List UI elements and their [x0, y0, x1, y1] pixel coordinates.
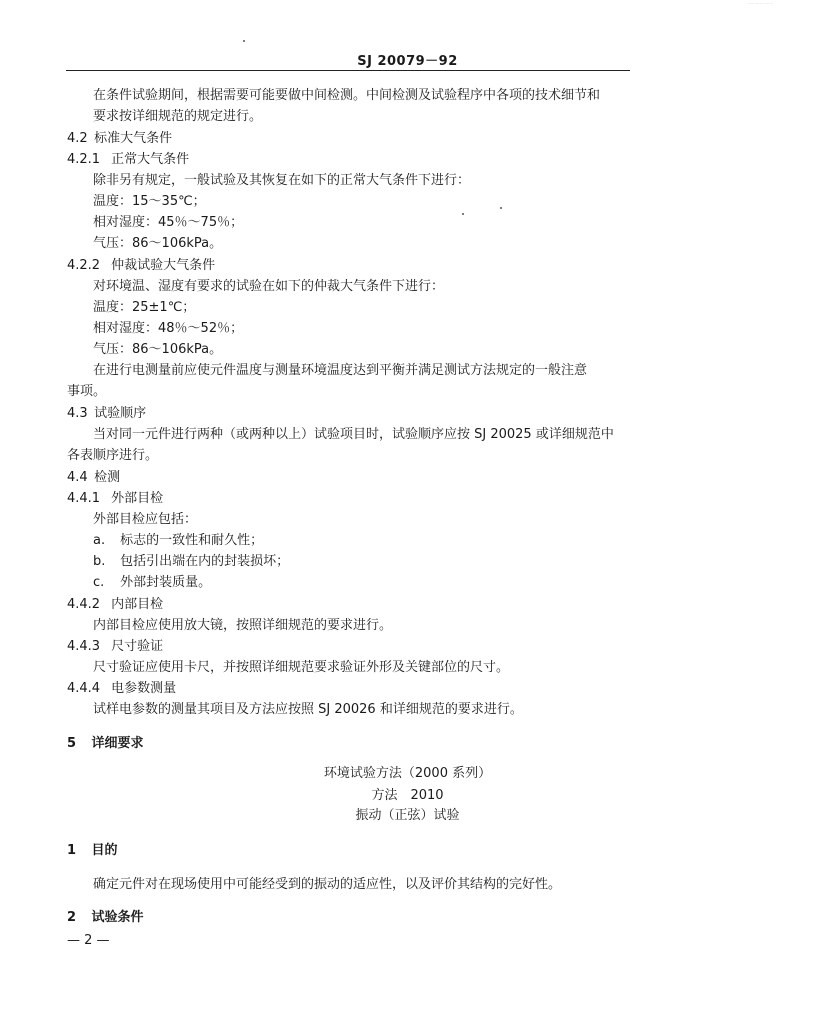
section-number: 4.4.1 — [67, 491, 101, 506]
page-number: — 2 — — [67, 933, 110, 948]
condition-pressure: 气压：86～106kPa。 — [93, 236, 223, 251]
section-heading-4-3 — [67, 406, 146, 422]
section-number: 2 — [67, 910, 77, 925]
section-title: 目的 — [91, 843, 118, 858]
scan-speck — [462, 213, 464, 215]
method-heading-1 — [67, 843, 118, 859]
section-heading-4-2-2 — [67, 258, 215, 274]
paragraph-line: 除非另有规定，一般试验及其恢复在如下的正常大气条件下进行： — [93, 173, 471, 188]
paragraph-line: 要求按详细规范的规定进行。 — [93, 109, 263, 124]
list-marker: c. — [93, 575, 105, 590]
section-number: 4.4.4 — [67, 681, 101, 696]
section-title: 试验顺序 — [94, 406, 147, 421]
section-heading-4-4-4 — [67, 681, 176, 697]
condition-temperature: 温度：25±1℃； — [93, 300, 196, 315]
section-title: 试验条件 — [91, 910, 144, 925]
section-title: 详细要求 — [91, 736, 144, 751]
list-text: 包括引出端在内的封装损坏； — [120, 554, 290, 569]
list-text: 外部封装质量。 — [120, 575, 212, 590]
section-title: 标准大气条件 — [94, 131, 173, 146]
paragraph-line: 试样电参数的测量其项目及方法应按照 SJ 20026 和详细规范的要求进行。 — [93, 702, 523, 717]
section-heading-4-4-1 — [67, 491, 163, 507]
section-heading-4-4-3 — [67, 639, 163, 655]
condition-pressure: 气压：86～106kPa。 — [93, 342, 223, 357]
section-heading-4-4-2 — [67, 597, 163, 613]
section-title: 外部目检 — [111, 491, 164, 506]
section-heading-4-4 — [67, 470, 120, 486]
paragraph-line: 对环境温、湿度有要求的试验在如下的仲裁大气条件下进行： — [93, 279, 445, 294]
section-number: 4.4.3 — [67, 639, 101, 654]
paragraph-line: 在条件试验期间，根据需要可能要做中间检测。中间检测及试验程序中各项的技术细节和 — [93, 88, 601, 103]
condition-temperature: 温度：15～35℃； — [93, 194, 206, 209]
paragraph-line: 尺寸验证应使用卡尺，并按照详细规范要求验证外形及关键部位的尺寸。 — [93, 660, 510, 675]
list-item — [93, 533, 263, 549]
paragraph-line: 在进行电测量前应使元件温度与测量环境温度达到平衡并满足测试方法规定的一般注意 — [93, 363, 588, 378]
section-title: 电参数测量 — [111, 681, 177, 696]
condition-humidity: 相对湿度：45％～75％； — [93, 215, 244, 230]
scan-speck — [500, 207, 502, 209]
section-number: 4.2.2 — [67, 258, 101, 273]
section-heading-4-2 — [67, 131, 172, 147]
section-number: 4.2 — [67, 131, 88, 146]
paragraph-line: 内部目检应使用放大镜，按照详细规范的要求进行。 — [93, 618, 393, 633]
paragraph-line: 事项。 — [67, 384, 107, 399]
paragraph-line: 各表顺序进行。 — [67, 448, 159, 463]
method-number: 方法 2010 — [371, 788, 444, 803]
scan-speck — [243, 40, 245, 42]
list-marker: b. — [93, 554, 106, 569]
section-number: 4.2.1 — [67, 152, 101, 167]
section-heading-5 — [67, 736, 144, 752]
section-title: 仲裁试验大气条件 — [111, 258, 216, 273]
section-number: 4.4.2 — [67, 597, 101, 612]
paragraph-line: 外部目检应包括： — [93, 512, 198, 527]
condition-humidity: 相对湿度：48％～52％； — [93, 321, 244, 336]
list-marker: a. — [93, 533, 106, 548]
section-number: 5 — [67, 736, 77, 751]
section-title: 检测 — [94, 470, 121, 485]
corner-note: ...... ..... ... ..... ... — [748, 1, 773, 5]
section-title: 内部目检 — [111, 597, 164, 612]
list-item — [93, 575, 211, 591]
list-item — [93, 554, 289, 570]
section-number: 4.3 — [67, 406, 88, 421]
section-number: 1 — [67, 843, 77, 858]
section-title: 尺寸验证 — [111, 639, 164, 654]
list-text: 标志的一致性和耐久性； — [120, 533, 264, 548]
paragraph-line: 当对同一元件进行两种（或两种以上）试验项目时，试验顺序应按 SJ 20025 或详细规范中 — [93, 427, 614, 442]
method-series-title: 环境试验方法（2000 系列） — [323, 766, 492, 781]
section-number: 4.4 — [67, 470, 88, 485]
method-heading-2 — [67, 910, 144, 926]
document-id: SJ 20079－92 — [357, 54, 458, 69]
section-heading-4-2-1 — [67, 152, 189, 168]
header-rule — [66, 70, 630, 71]
paragraph-line: 确定元件对在现场使用中可能经受到的振动的适应性，以及评价其结构的完好性。 — [93, 877, 562, 892]
section-title: 正常大气条件 — [111, 152, 190, 167]
method-name: 振动（正弦）试验 — [355, 808, 460, 823]
